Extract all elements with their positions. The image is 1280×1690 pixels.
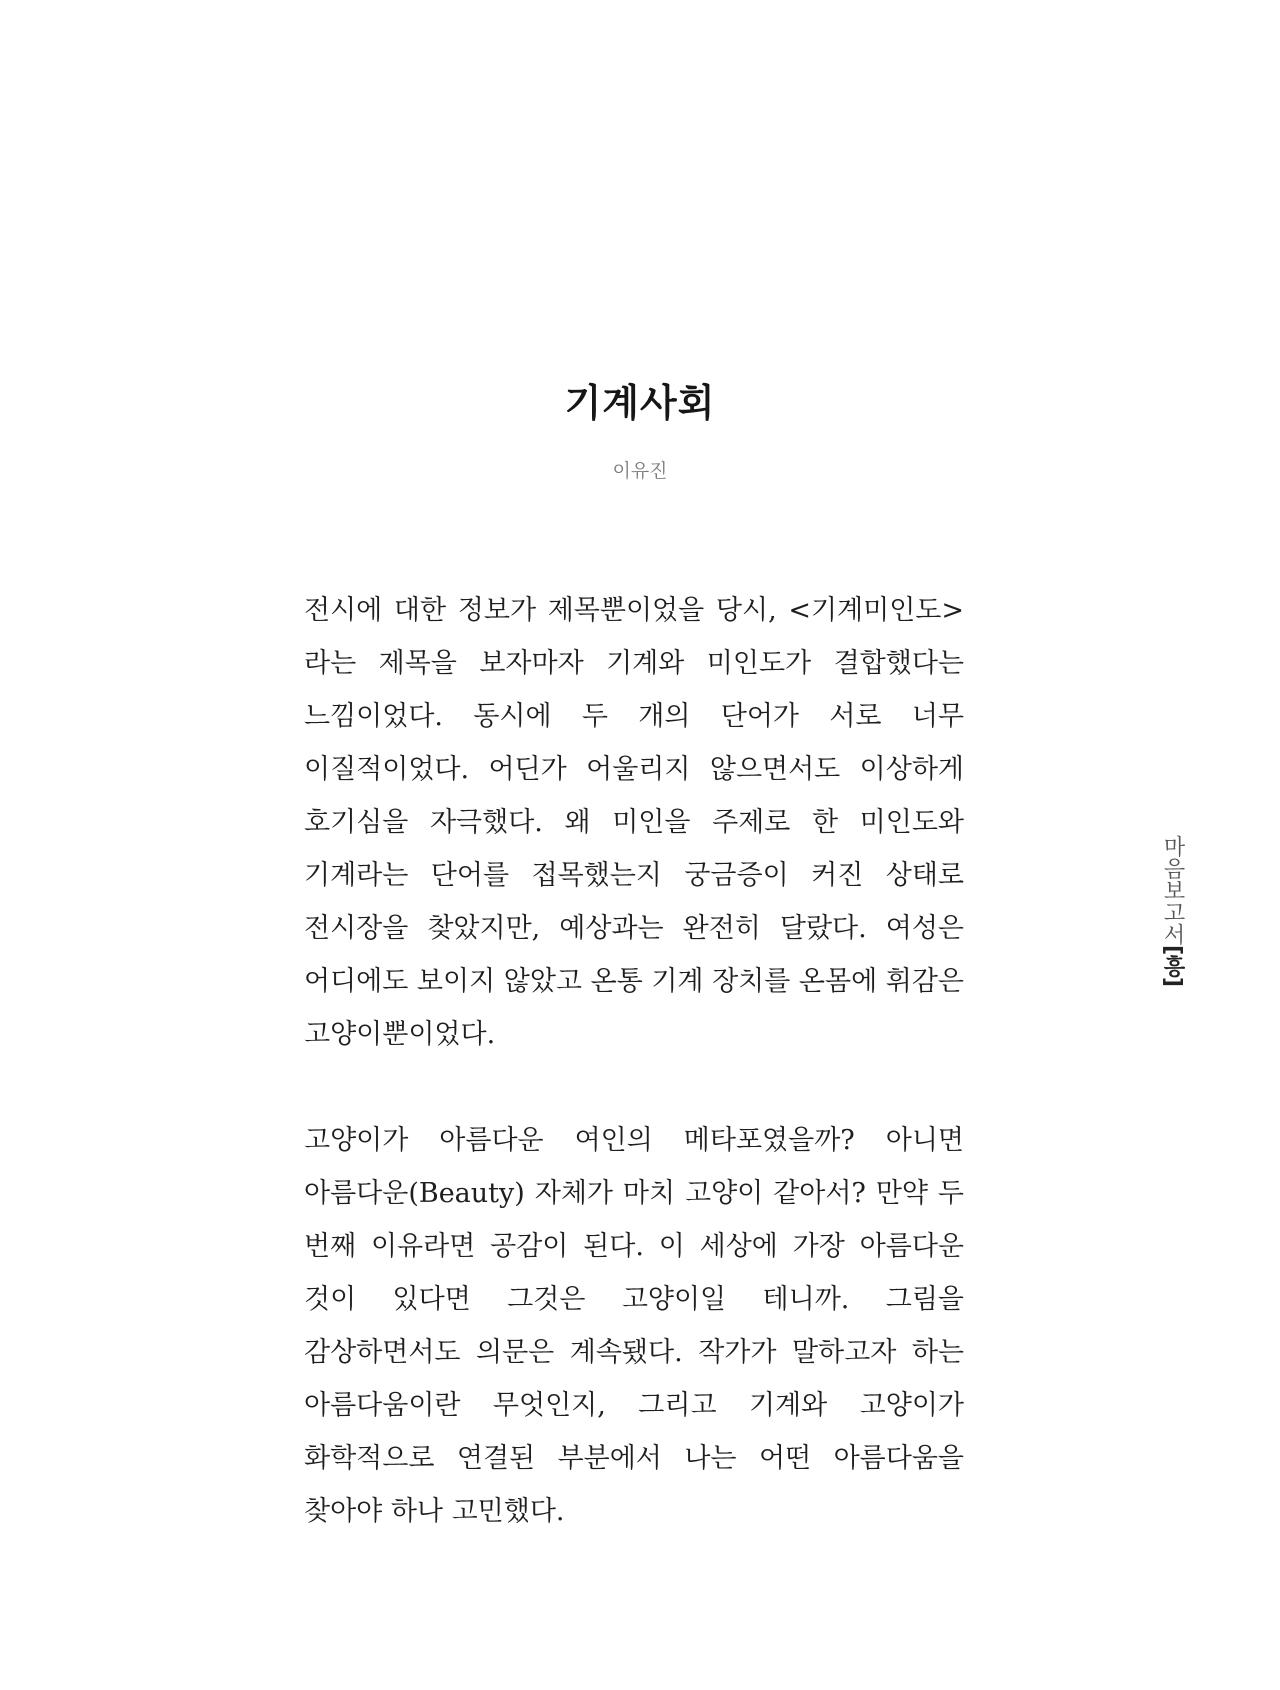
bracket-open: [ <box>1160 945 1185 956</box>
bracket-close: ] <box>1160 977 1185 988</box>
section-mark: 흥 <box>1160 955 1185 978</box>
side-section-label <box>1157 835 1188 987</box>
paragraph-2: 고양이가 아름다운 여인의 메타포였을까? 아니면 아름다운(Beauty) 자체가 마치 고양이 같아서? 만약 두 번째 이유라면 공감이 된다. 이 세상에 가장 아름다운 것이 있다면 그것은 고양이일 테니까. 그림을 감상하면서도 의문은 계속됐다. 작가가 말하고자 하는 아름다움이란 무엇인지, 그리고 기계와 고양이가 화학적으로 연결된 부분에서 나는 어떤 아름다움을 찾아야 하나 고민했다. <box>304 1125 964 1527</box>
paragraph-1: 전시에 대한 정보가 제목뿐이었을 당시, <기계미인도>라는 제목을 보자마자 기계와 미인도가 결합했다는 느낌이었다. 동시에 두 개의 단어가 서로 너무 이질적이었다. 어딘가 어울리지 않으면서도 이상하게 호기심을 자극했다. 왜 미인을 주제로 한 미인도와 기계라는 단어를 접목했는지 궁금증이 커진 상태로 전시장을 찾았지만, 예상과는 완전히 달랐다. 여성은 어디에도 보이지 않았고 온통 기계 장치를 온몸에 휘감은 고양이뿐이었다. <box>304 595 964 1050</box>
article-author: 이유진 <box>612 460 668 482</box>
article-body <box>304 584 964 1538</box>
series-name: 마음보고서 <box>1160 835 1185 945</box>
article-title: 기계사회 <box>564 381 716 425</box>
